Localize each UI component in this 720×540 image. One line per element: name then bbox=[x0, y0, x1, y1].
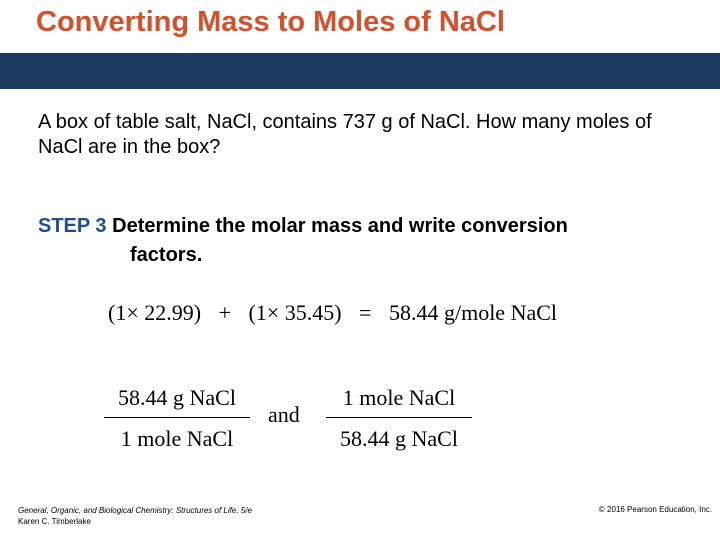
footer-author: Karen C. Timberlake bbox=[18, 517, 91, 526]
equation-term-chlorine: (1× 35.45) bbox=[248, 300, 342, 325]
header-band bbox=[0, 53, 720, 89]
step-instruction bbox=[38, 212, 698, 270]
factor1-denominator: 1 mole NaCl bbox=[120, 426, 234, 451]
factor1-numerator: 58.44 g NaCl bbox=[118, 385, 236, 410]
connector-and: and bbox=[268, 402, 300, 427]
step-text-line2: factors. bbox=[130, 244, 203, 266]
footer-citation bbox=[18, 505, 252, 527]
problem-statement: A box of table salt, NaCl, contains 737 g of NaCl. How many moles of NaCl are in the box? bbox=[38, 111, 652, 158]
conversion-factor-moles-per-gram bbox=[326, 385, 472, 452]
molar-mass-equation bbox=[108, 300, 569, 326]
conversion-factor-grams-per-mole bbox=[104, 385, 250, 452]
equation-result: 58.44 g/mole NaCl bbox=[388, 300, 558, 325]
footer-copyright: © 2016 Pearson Education, Inc. bbox=[598, 505, 712, 514]
step-text-line1: Determine the molar mass and write conversion bbox=[112, 215, 568, 237]
equation-plus: + bbox=[218, 300, 231, 325]
equation-equals: = bbox=[359, 300, 372, 325]
step-label: STEP 3 bbox=[38, 215, 107, 237]
slide-title: Converting Mass to Moles of NaCl bbox=[36, 6, 505, 38]
factor2-numerator: 1 mole NaCl bbox=[342, 385, 456, 410]
footer-book-title: General, Organic, and Biological Chemistry: Structures of Life, 5/e bbox=[18, 506, 252, 515]
factor2-denominator: 58.44 g NaCl bbox=[340, 426, 458, 451]
equation-term-sodium: (1× 22.99) bbox=[108, 300, 202, 325]
